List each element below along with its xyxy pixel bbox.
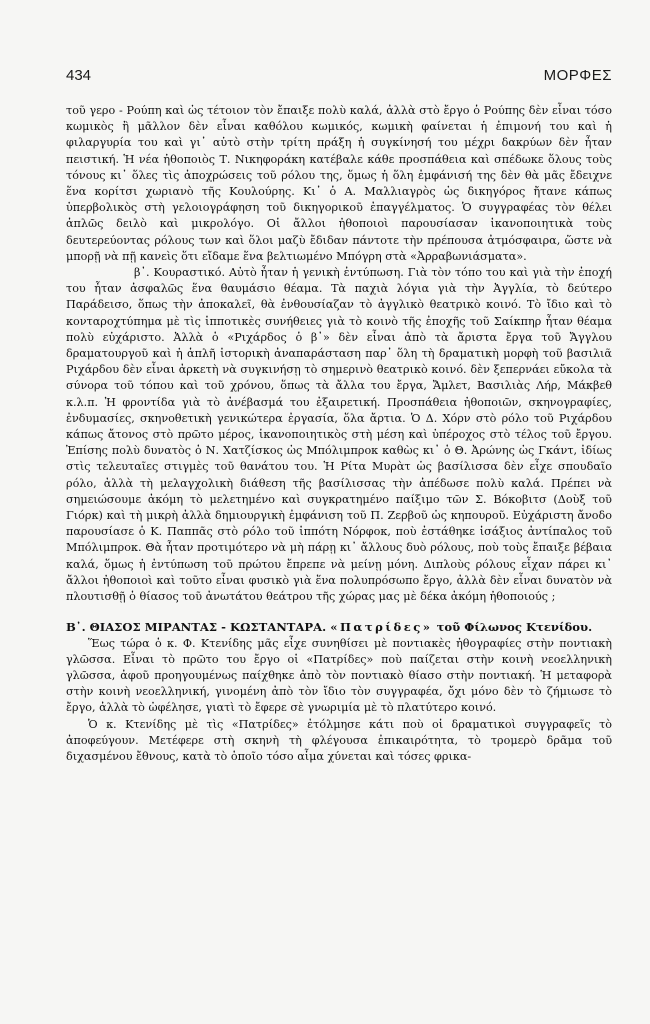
section-label: Β᾽. ΘΙΑΣΟΣ ΜΙΡΑΝΤΑΣ - ΚΩΣΤΑΝΤΑΡΑ. [66, 620, 327, 635]
paragraph-1: τοῦ γερο - Ρούπη καὶ ὡς τέτοιον τὸν ἔπαιξε πολὺ καλά, ἀλλὰ στὸ ἔργο ὁ Ρούπης δὲν εἶναι τόσο κωμικὸς ἢ μᾶλλον δὲν εἶναι καθόλου κωμικός, κωμικὴ φαίνεται ἡ ἐπιμονή του καὶ ἡ φιλαργυρία του καὶ γι᾽ αὐτὸ στὴν τρίτη πράξη ἡ συγκίνησή του μέχρι δακρύων δὲν ἦταν πειστική. Ἡ νέα ἠθοποιὸς Τ. Νικηφοράκη κατέβαλε κάθε προσπάθεια καὶ σπέδωκε ὅλους τοὺς τόνους κι᾽ ὅλες τὶς ἀποχρώσεις τοῦ ρόλου της, ὅμως ἡ ὅλη ἐμφάνισή της δὲν θὰ μᾶς ἔδειχνε ἕνα κορίτσι χωριανὸ τῆς Κουλούρης. Κι᾽ ὁ Α. Μαλλιαγρὸς ὡς δικηγόρος ἤτανε κάπως ὑπερβολικὸς στὴ γελοιογράφηση τοῦ δικηγορικοῦ ἐπαγγέλματος. Ὁ συγγραφέας τὸν θέλει ἁπλῶς δειλὸ καὶ μικρολόγο. Οἱ ἄλλοι ἠθοποιοὶ παρουσίασαν ἱκανοποιητικὰ τοὺς δευτερεύοντας ρόλους των καὶ ὅλοι μαζὺ ἔδιδαν πάντοτε τὴν πρέπουσα ἀτμόσφαιρα, ὥστε νὰ μπορῇ νὰ πῇ κανεὶς ὅτι εἴδαμε ἕνα βελτιωμένο Μπόγρη στὰ «Ἀρραβωνιάσματα». [66, 104, 612, 263]
page-number: 434 [66, 67, 92, 84]
page-header [66, 67, 612, 89]
body-text [66, 103, 612, 765]
section-play-title: «Πατρίδες» [330, 620, 433, 635]
paragraph-4: Ὁ κ. Κτενίδης μὲ τὶς «Πατρίδες» ἐτόλμησε κάτι ποὺ οἱ δραματικοὶ συγγραφεῖς τὸ ἀποφεύγουν. Μετέφερε στὴ σκηνὴ τὴ φλέγουσα ἐπικαιρότητα, τὸ τρομερὸ δρᾶμα τοῦ διχασμένου ἔθνους, κατὰ τὸ ὁποῖο τόσο αἷμα χύνεται καὶ τόσες φρικα- [66, 717, 612, 763]
paragraph-2-lead: β᾽. [134, 266, 150, 280]
section-author: τοῦ Φίλωνος Κτενίδου. [436, 620, 593, 635]
running-title: ΜΟΡΦΕΣ [543, 67, 612, 84]
section-heading [66, 619, 612, 635]
paragraph-2 [66, 265, 612, 605]
paragraph-2-body: Κουραστικό. Αὐτὸ ἦταν ἡ γενικὴ ἐντύπωση. Γιὰ τὸν τόπο του καὶ γιὰ τὴν ἐποχή του ἦταν ἀσφαλῶς ἕνα θαυμάσιο θέαμα. Τὰ παχιὰ λόγια γιὰ τὴν Ἀγγλία, τὸ δεύτερο Παράδεισο, ὅπως τὴν ἀποκαλεῖ, θὰ ἐνθουσίαζαν τὸ ἀγγλικὸ θεατρικὸ κοινό. Τὸ ἴδιο καὶ τὸ κονταροχτύπημα μὲ τὶς ἱπποτικὲς συνήθειες γιὰ τὸ κοινὸ τῆς ἐποχῆς τοῦ Σαίκπηρ ἦταν θέαμα πολὺ εὐχάριστο. Ἀλλὰ ὁ «Ριχάρδος ὁ β᾽» δὲν εἶναι ἀπὸ τὰ ἄριστα ἔργα τοῦ Ἄγγλου δραματουργοῦ καὶ ἡ ἁπλῆ ἱστορικὴ ἀναπαράσταση παρ᾽ ὅλη τὴ δραματικὴ μορφὴ τοῦ βασιλιᾶ Ριχάρδου δὲν εἶναι ἀρκετὴ νὰ συγκινήσῃ τὸ σημερινὸ θεατρικὸ κοινό. δὲν ξεπερνάει εὔκολα τὰ σύνορα τοῦ τόπου καὶ τοῦ χρόνου, ὅπως τὰ ἄλλα του ἔργα, Ἄμλετ, Βασιλιὰς Λήρ, Μάκβεθ κ.λ.π. Ἡ φροντίδα γιὰ τὸ ἀνέβασμά του ἐξαιρετική. Προσπάθεια ἠθοποιῶν, σκηνογραφίες, ἐνδυμασίες, σκηνοθετικὴ γενικώτερα ἐργασία, ὅλα ἄρτια. Ὁ Δ. Χόρν στὸ ρόλο τοῦ Ριχάρδου κάπως ἄτονος στὸ πρῶτο μέρος, ἱκανοποιητικὸς στὴ μέση καὶ ὑπέροχος στὸ τέλος τοῦ ἔργου. Ἐπίσης πολὺ δυνατὸς ὁ Ν. Χατζίσκος ὡς Μπόλιμπροκ καθὼς κι᾽ ὁ Θ. Ἀρώνης ὡς Γκάντ, ἰδίως στὶς τελευταῖες στιγμὲς τοῦ θανάτου του. Ἡ Ρίτα Μυρὰτ ὡς βασίλισσα δὲν εἶχε σπουδαῖο ρόλο, ἀλλὰ τὴ μελαγχολικὴ διάθεση τῆς βασίλισσας τὴν ἀπέδωσε πολὺ καλά. Πρέπει νὰ σημειώσουμε ἀκόμη τὸ μελετημένο καὶ συγκρατημένο παίξιμο τῶν Σ. Βόκοβιτσ (Δοὺξ τοῦ Γιόρκ) καὶ τὴ μικρὴ ἀλλὰ δημιουργικὴ ἐμφάνιση τοῦ Π. Ζερβοῦ ὡς κηπουροῦ. Εὐχάριστη ἄνοδο παρουσίασε ὁ Κ. Παππᾶς στὸ ρόλο τοῦ ἱππότη Νόρφοκ, ποὺ ἐστάθηκε ἰσάξιος ἀντίπαλος τοῦ Μπόλιμπροκ. Θὰ ἦταν προτιμότερο νὰ μὴ πάρῃ κι᾽ ἄλλους δυὸ ρόλους, ποὺ τοὺς ἔπαιξε βέβαια καλά, ὅμως ἡ ἐντύπωση τοῦ πρώτου ἔπρεπε νὰ μείνῃ μόνη. Διπλοὺς ρόλους εἶχαν πάρει κι᾽ ἄλλοι ἠθοποιοὶ καὶ τοῦτο εἶναι φυσικὸ γιὰ ἕνα πολυπρόσωπο ἔργο, ἀλλὰ δὲν εἶναι δυνατὸν νὰ πλουτισθῇ ὁ θίασος τοῦ ἀνωτάτου θεάτρου τῆς χώρας μας μὲ δέκα ἀκόμη ἠθοποιούς ; [66, 266, 612, 604]
paragraph-3: Ἕως τώρα ὁ κ. Φ. Κτενίδης μᾶς εἶχε συνηθίσει μὲ ποντιακὲς ἠθογραφίες στὴν ποντιακὴ γλῶσσα. Εἶναι τὸ πρῶτο του ἔργο οἱ «Πατρίδες» ποὺ παίζεται στὴν κοινὴ νεοελληνικὴ γλῶσσα, ἀφοῦ προηγουμένως παίχθηκε ἀπὸ τὸν ποντιακὸ θίασο στὴν ποντιακή. Ἡ μεταφορὰ στὴν κοινὴ νεοελληνική, γινομένη ἀπὸ τὸν ἴδιο τὸν συγγραφέα, ὄχι μόνο δὲν τὸ ζήμιωσε τὸ ἔργο, ἀλλὰ τὸ ὠφέλησε, γιατὶ τὸ ἔφερε σὲ γνωριμία μὲ τὸ πλατύτερο κοινό. [66, 636, 612, 715]
